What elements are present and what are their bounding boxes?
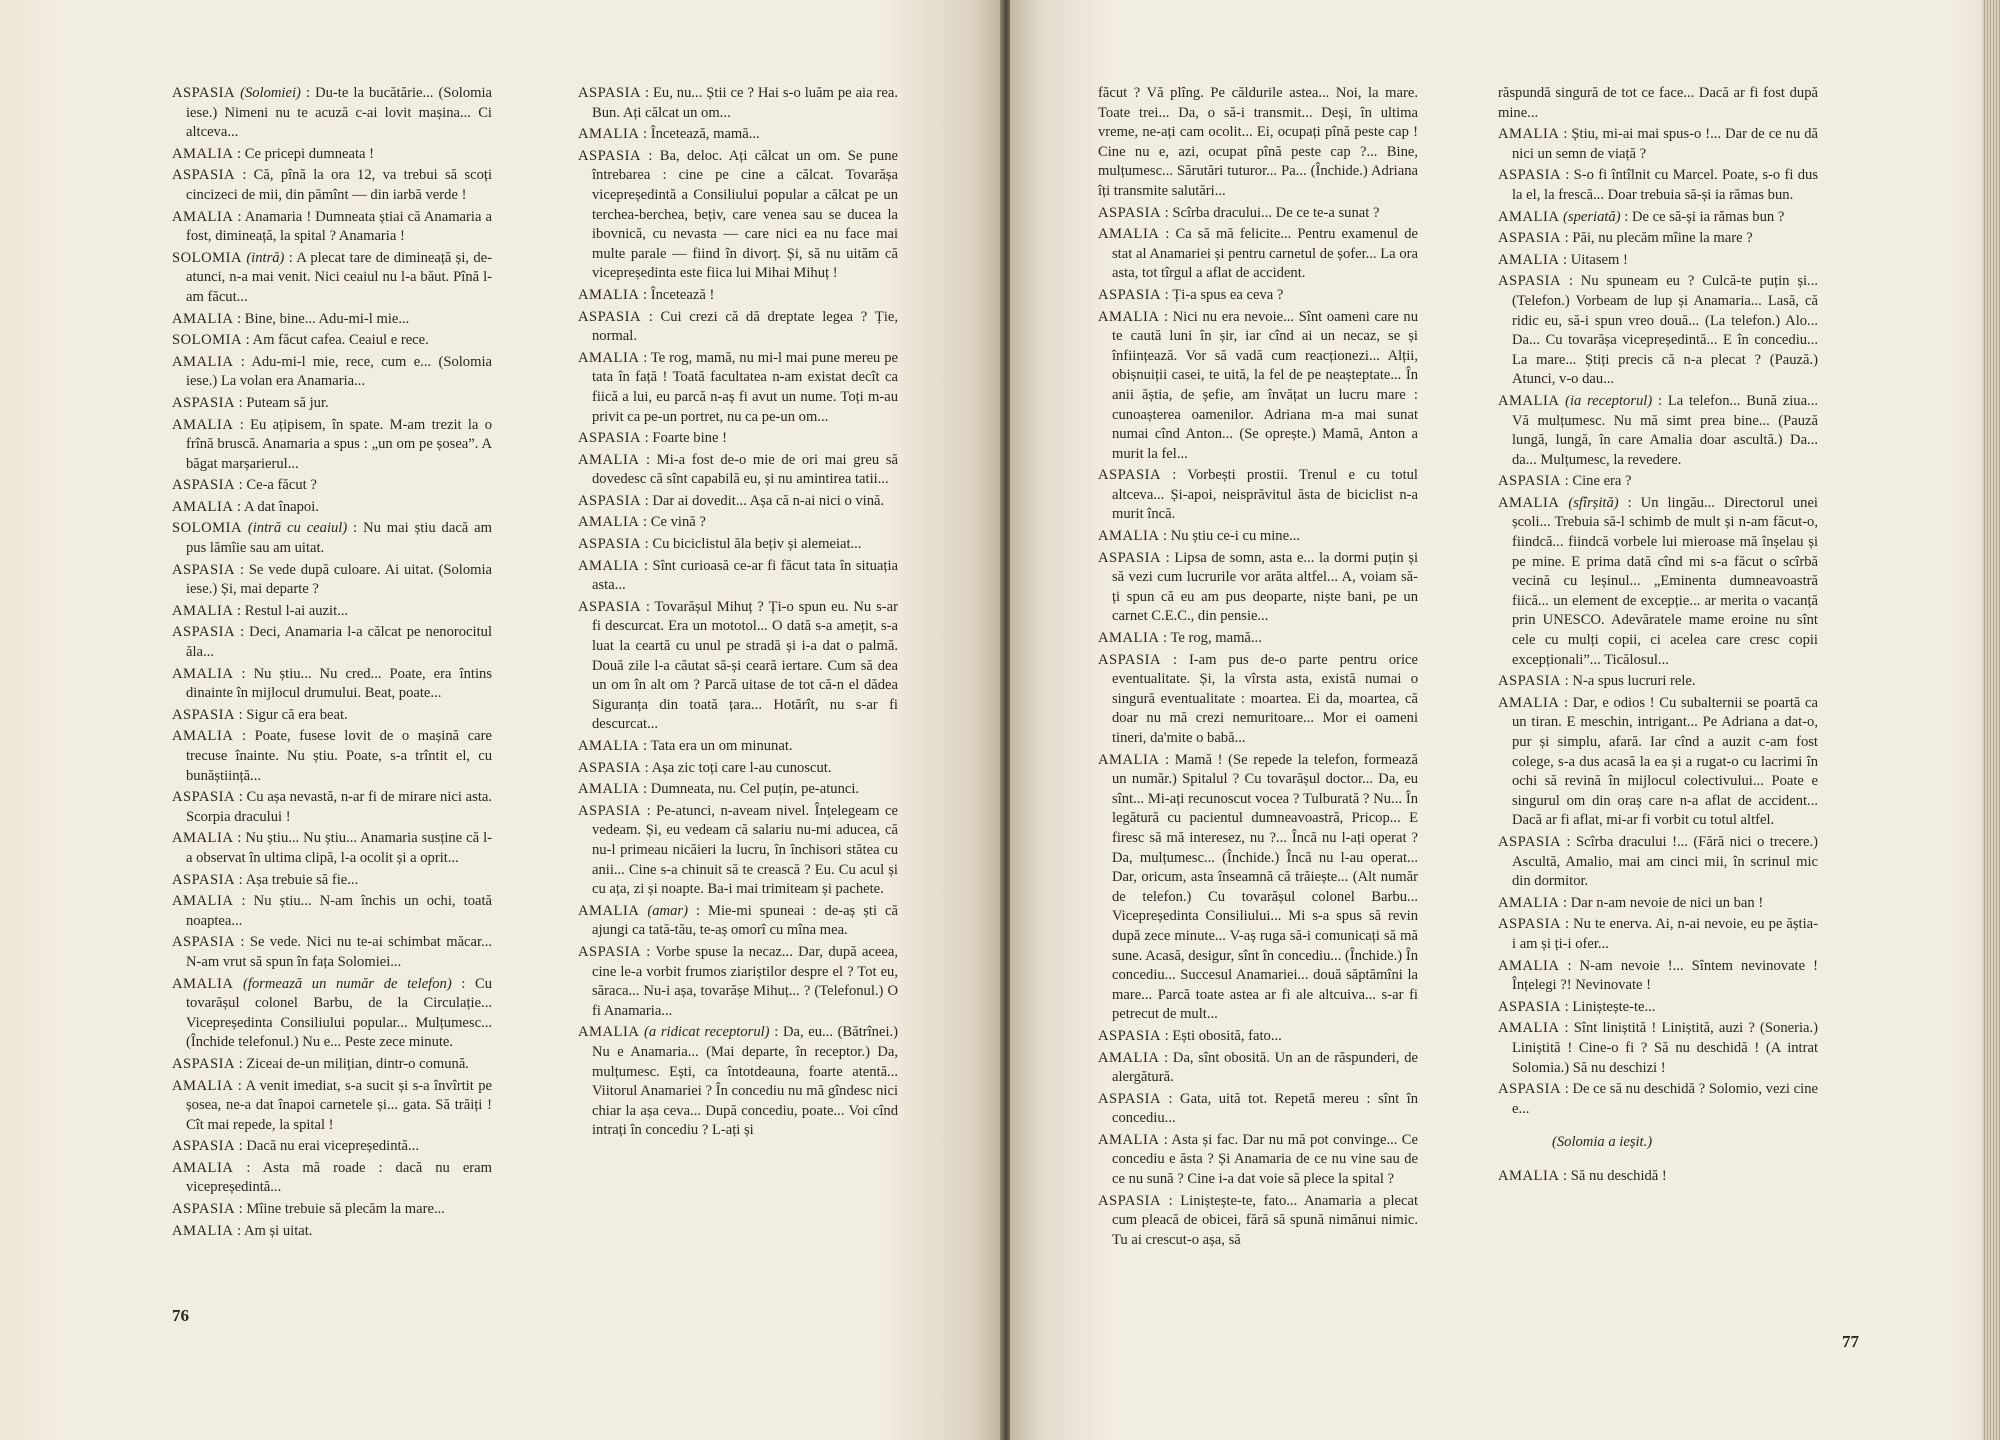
dialogue-text: N-am nevoie !... Sîntem nevinovate ! Înțelegi ?! Nevinovate ! — [1512, 957, 1818, 994]
speaker-name: ASPASIA — [1098, 467, 1161, 484]
dialogue-text: Bine, bine... Adu-mi-l mie... — [244, 310, 410, 327]
speaker-name: AMALIA — [1498, 894, 1560, 911]
speaker-name: ASPASIA — [172, 1138, 235, 1155]
dialogue-line: AMALIA : Sînt liniștită ! Liniștită, auzi ? (Soneria.) Liniștită ! Cine-o fi ? Să nu deschidă ! (A intrat Solomia.) Să nu deschizi ! — [1498, 1020, 1818, 1076]
dialogue-line: ASPASIA (Solomiei) : Du-te la bucătărie... (Solomia iese.) Nimeni nu te acuză c-ai lovit mașina... Ci altceva... — [172, 85, 492, 141]
speaker-name: AMALIA — [1498, 1020, 1560, 1037]
speaker-name: AMALIA — [1498, 392, 1560, 409]
dialogue-text: Sînt curioasă ce-ar fi făcut tata în situația asta... — [592, 557, 898, 594]
dialogue-text: Ce-a făcut ? — [246, 477, 317, 494]
dialogue-text: Ce vină ? — [650, 514, 706, 531]
speaker-name: AMALIA — [1498, 1167, 1560, 1184]
dialogue-text: Am făcut cafea. Ceaiul e rece. — [252, 332, 429, 349]
dialogue-text: Ba, deloc. Ați călcat un om. Se pune întrebarea : cine pe cine a călcat. Tovarășa vicepreședintă a Consiliului popular a călcat pe un terchea-berchea, bețiv, care venea sau se ducea la ibovnică, cu nevasta — care nici ea nu face mai multe parale — fiind în divorț. Și, să nu uităm că vicepreședinta este fiica lui Mihai Mihuț ! — [592, 147, 899, 282]
dialogue-line: AMALIA : Adu-mi-l mie, rece, cum e... (Solomia iese.) La volan era Anamaria... — [172, 353, 492, 390]
speaker-name: AMALIA — [578, 514, 640, 531]
dialogue-line: ASPASIA : Că, pînă la ora 12, va trebui să scoți cincizeci de mii, din pămînt — din iarbă verde ! — [172, 167, 492, 203]
speaker-name: AMALIA — [172, 353, 234, 370]
dialogue-line: AMALIA (amar) : Mie-mi spuneai : de-aș ști că ajungi ca tată-tău, te-aș omorî cu mîna mea. — [578, 902, 898, 939]
speaker-name: SOLOMIA — [172, 520, 242, 537]
speaker-name: AMALIA — [172, 498, 234, 515]
right-page-column-2 — [1498, 84, 1818, 1188]
dialogue-line: SOLOMIA : Am făcut cafea. Ceaiul e rece. — [172, 332, 429, 349]
dialogue-line: AMALIA (sfîrșită) : Un lingău... Directorul unei școli... Trebuia să-l schimb de mult și n-am făcut-o, fiindcă... fiindcă vorbele lui mieroase mă înșelau și pe mine. E prima dată cînd mi s-a făcut o scîrbă vecină cu leșinul... „Eminenta dumneavoastră fiică... un element de excepție... ar merita o vacanță prin UNESCO. Adevăratele mame eroine nu sînt cele cu mulți copii, ci acelea care cresc copii excepționali”... Ticălosul... — [1498, 494, 1818, 668]
speaker-name: ASPASIA — [1098, 651, 1161, 668]
dialogue-line: ASPASIA : Dacă nu erai vicepreședintă... — [172, 1138, 419, 1155]
dialogue-text: Nu știu... Nu cred... Poate, era întins dinainte în mijlocul drumului. Beat, poate... — [186, 665, 492, 702]
speaker-name: ASPASIA — [172, 477, 235, 494]
dialogue-text: Liniștește-te... — [1572, 998, 1656, 1015]
dialogue-text: Nu spuneam eu ? Culcă-te puțin și... (Telefon.) Vorbeam de lup și Anamaria... Lasă, că ridic eu, să-i spun vreo două... (La telefon.) Alo... Da... Cu tovarășa vicepreședintă... E în concediu... La mare... Știți precis că n-a plecat ? (Pauză.) Atunci, v-o dau... — [1512, 273, 1819, 388]
speaker-name: ASPASIA — [578, 598, 641, 615]
speaker-name: AMALIA — [1098, 1049, 1160, 1066]
speaker-name: AMALIA — [1498, 694, 1560, 711]
dialogue-line: ASPASIA : Ești obosită, fato... — [1098, 1027, 1282, 1044]
dialogue-line: AMALIA (speriată) : De ce să-și ia rămas bun ? — [1498, 208, 1785, 225]
dialogue-line — [1538, 1133, 1818, 1153]
speaker-name: AMALIA — [578, 451, 640, 468]
speaker-name: ASPASIA — [578, 85, 641, 101]
dialogue-text: Mie-mi spuneai : de-aș ști că ajungi ca tată-tău, te-aș omorî cu mîna mea. — [592, 902, 898, 939]
dialogue-text: De ce să-și ia rămas bun ? — [1631, 208, 1785, 225]
dialogue-text: Dacă nu erai vicepreședintă... — [246, 1138, 419, 1155]
speaker-name: ASPASIA — [172, 85, 235, 101]
dialogue-text: Să nu deschidă ! — [1570, 1167, 1667, 1184]
speaker-name: ASPASIA — [578, 147, 641, 164]
dialogue-line: ASPASIA : Se vede. Nici nu te-ai schimbat măcar... N-am vrut să spun în fața Solomiei... — [172, 934, 493, 970]
dialogue-line: ASPASIA : Cui crezi că dă dreptate legea ? Ție, normal. — [578, 308, 899, 345]
speaker-name: AMALIA — [1498, 126, 1560, 143]
dialogue-text: Nu te enerva. Ai, n-ai nevoie, eu pe ăștia-i am și ți-i ofer... — [1512, 916, 1818, 952]
dialogue-text: Așa zic toți care l-au cunoscut. — [651, 759, 832, 776]
dialogue-text: Mi-a fost de-o mie de ori mai greu să dovedesc că sînt capabilă eu, și nu amintirea tatii... — [592, 451, 899, 488]
dialogue-text: A plecat tare de dimineață și, de-atunci, n-a mai venit. Nici ceaiul nu l-a băut. Pînă l-am făcut... — [186, 249, 493, 305]
speaker-name: SOLOMIA — [172, 332, 242, 349]
left-page-column-2 — [578, 84, 898, 1143]
dialogue-line: ASPASIA : De ce să nu deschidă ? Solomio, vezi cine e... — [1498, 1081, 1818, 1117]
dialogue-line: AMALIA : Restul l-ai auzit... — [172, 602, 349, 619]
dialogue-text: Du-te la bucătărie... (Solomia iese.) Nimeni nu te acuză c-ai lovit mașina... Ci altceva... — [186, 85, 492, 141]
speaker-name: ASPASIA — [172, 561, 235, 578]
dialogue-text: Scîrba dracului... De ce te-a sunat ? — [1172, 204, 1380, 221]
dialogue-text: Ziceai de-un milițian, dintr-o comună. — [246, 1055, 469, 1072]
dialogue-text: Încetează ! — [650, 286, 715, 303]
dialogue-line: AMALIA : Dar, e odios ! Cu subalternii se poartă ca un tiran. E meschin, intrigant... Pe Adriana a dat-o, pur și simplu, afară. Iar cînd a auzit c-am fost colege, s-a dus acasă la ea și a rugat-o cu lacrimi în ochi să revină în mijlocul colectivului... Poate e singurul om din oraș care n-a aflat de accident... Dacă ar fi aflat, mi-ar fi vorbit cu totul altfel. — [1498, 694, 1818, 829]
dialogue-line: AMALIA : Poate, fusese lovit de o mașină care trecuse înainte. Nu știu. Poate, s-a trîntit el, cu bunăștiință... — [172, 728, 492, 784]
dialogue-line: ASPASIA : Cu așa nevastă, n-ar fi de mirare nici asta. Scorpia dracului ! — [172, 789, 493, 825]
dialogue-line: ASPASIA : Nu spuneam eu ? Culcă-te puțin și... (Telefon.) Vorbeam de lup și Anamaria... Lasă, că ridic eu, să-i spun vreo două... (La telefon.) Alo... Da... Cu tovarășa vicepreședintă... E în concediu... La mare... Știți precis că n-a plecat ? (Pauză.) Atunci, v-o dau... — [1498, 273, 1819, 388]
speaker-name: ASPASIA — [1098, 286, 1161, 303]
speaker-name: AMALIA — [578, 1024, 640, 1041]
dialogue-text: Puteam să jur. — [246, 394, 329, 411]
dialogue-line: AMALIA : Ce pricepi dumneata ! — [172, 145, 374, 162]
speaker-name: AMALIA — [578, 126, 640, 143]
dialogue-text: Mîine trebuie să plecăm la mare... — [246, 1201, 445, 1218]
right-page — [1010, 0, 2000, 1440]
dialogue-text: Ce pricepi dumneata ! — [244, 145, 374, 162]
dialogue-line: AMALIA : Mamă ! (Se repede la telefon, formează un număr.) Spitalul ? Cu tovarășul doctor... Da, eu sînt... Mi-ați recunoscut vocea ? Tulburată ? Nu... În legătură cu pacientul dumneavoastră, Pricop... E firesc să mă interesez, nu ?... Încă nu l-ați operat ? Da, mulțumesc... (Închide.) Încă nu l-au operat... Dar, oricum, asta înseamnă că trăiește... (Alt număr de telefon.) Cu tovarășul colonel Barbu... Vicepreședinta Consiliului... Mi s-a spus să revin după zece minute... V-aș ruga să-i comunicați să mă sune. Acasă, desigur, sînt în concediu... (Închide.) În concediu... Succesul Anamariei... două săptămîni la mare... Parcă toate astea ar fi ale altcuiva... s-ar fi petrecut de mult... — [1098, 751, 1418, 1023]
dialogue-text: răspundă singură de tot ce face... Dacă ar fi fost după mine... — [1498, 85, 1818, 121]
dialogue-line: AMALIA : Anamaria ! Dumneata știai că Anamaria a fost, dimineață, la spital ? Anamaria ! — [172, 208, 492, 245]
dialogue-line: AMALIA : Nu știu... N-am închis un ochi, toată noaptea... — [172, 893, 492, 929]
dialogue-line: AMALIA : Ca să mă felicite... Pentru examenul de stat al Anamariei și pentru carnetul de șofer... La ora asta, tot tîrgul a aflat de accident. — [1098, 226, 1418, 282]
dialogue-line: ASPASIA : Puteam să jur. — [172, 394, 329, 411]
dialogue-text: Vorbe spuse la necaz... Dar, după aceea, cine le-a vorbit frumos ziariștilor despre el ? Tot eu, săraca... Nu-i așa, tovarășe Mihuț... ? (Telefonul.) O fi Anamaria... — [592, 943, 898, 1019]
speaker-name: ASPASIA — [578, 492, 641, 509]
speaker-name: ASPASIA — [1498, 473, 1561, 490]
dialogue-line: ASPASIA : Sigur că era beat. — [172, 706, 348, 723]
dialogue-line: ASPASIA : Ți-a spus ea ceva ? — [1098, 286, 1284, 303]
stage-direction: (intră cu ceaiul) — [247, 520, 348, 537]
stage-direction: (intră) — [246, 249, 285, 266]
speaker-name: AMALIA — [172, 1077, 234, 1094]
dialogue-text: Cui crezi că dă dreptate legea ? Ție, normal. — [592, 308, 899, 345]
speaker-name: AMALIA — [172, 416, 234, 433]
dialogue-text: Dumneata, nu. Cel puțin, pe-atunci. — [650, 781, 860, 798]
dialogue-text: Asta mă roade : dacă nu eram vicepreședintă... — [186, 1159, 492, 1196]
dialogue-text: Uitasem ! — [1570, 251, 1628, 268]
dialogue-text: Dar, e odios ! Cu subalternii se poartă ca un tiran. E meschin, intrigant... Pe Adriana a dat-o, pur și simplu, afară. Iar cînd a auzit c-am fost colege, s-a dus acasă la ea și a rugat-o cu lacrimi în ochi să revină în mijlocul colectivului... Poate e singurul om din oraș care n-a aflat de accident... Dacă ar fi aflat, mi-ar fi vorbit cu totul altfel. — [1512, 694, 1818, 829]
dialogue-text: Eu ațipisem, în spate. M-am trezit la o frînă bruscă. Anamaria a spus : „un om pe șosea”. A băgat marșarierul... — [186, 416, 492, 472]
speaker-name: ASPASIA — [1498, 998, 1561, 1015]
speaker-name: AMALIA — [172, 728, 234, 745]
dialogue-line: ASPASIA : Deci, Anamaria l-a călcat pe nenorocitul ăla... — [172, 624, 492, 661]
speaker-name: ASPASIA — [1498, 230, 1561, 247]
dialogue-line: ASPASIA : Păi, nu plecăm mîine la mare ? — [1498, 230, 1753, 247]
dialogue-text: Eu, nu... Știi ce ? Hai s-o luăm pe aia rea. Bun. Ați călcat un om... — [592, 85, 899, 121]
stage-direction: (speriată) — [1563, 208, 1621, 225]
stage-direction: (a ridicat receptorul) — [644, 1024, 770, 1041]
dialogue-line: AMALIA : A venit imediat, s-a sucit și s-a învîrtit pe șosea, ne-a dat înapoi carnetele și... gata. Să trăiți ! Cît mai repede, la spital ! — [172, 1077, 492, 1133]
speaker-name: AMALIA — [1098, 751, 1160, 768]
dialogue-text: Poate, fusese lovit de o mașină care trecuse înainte. Nu știu. Poate, s-a trîntit el, cu bunăștiință... — [186, 728, 492, 784]
dialogue-text: Nu știu... Nu știu... Anamaria susține că l-a observat în ultima clipă, l-a ocolit și a oprit... — [186, 830, 492, 866]
dialogue-line: AMALIA : Ce vină ? — [578, 514, 706, 531]
dialogue-text: Tata era un om minunat. — [650, 738, 793, 754]
speaker-name: ASPASIA — [172, 167, 235, 184]
dialogue-line: AMALIA : Tata era un om minunat. — [578, 738, 793, 754]
dialogue-text: Cu tovarășul colonel Barbu, de la Circulație... Vicepreședinta Consiliului popular... Mulțumesc... (Închide telefonul.) Nu e... Peste zece minute. — [186, 975, 493, 1051]
dialogue-line: ASPASIA : Se vede după culoare. Ai uitat. (Solomia iese.) Și, mai departe ? — [172, 561, 493, 598]
speaker-name: ASPASIA — [172, 1055, 235, 1072]
dialogue-text: Te rog, mamă... — [1170, 630, 1262, 647]
speaker-name: ASPASIA — [1498, 273, 1561, 290]
dialogue-text: Am și uitat. — [243, 1222, 313, 1239]
speaker-name: AMALIA — [172, 602, 234, 619]
dialogue-text: Așa trebuie să fie... — [245, 871, 359, 888]
dialogue-line: AMALIA : Încetează ! — [578, 286, 715, 303]
dialogue-line: ASPASIA : Lipsa de somn, asta e... la dormi puțin și să vezi cum lucrurile vor arăta altfel... A, voiam să-ți spun că eu am pus deoparte, niște bani, pe un carnet C.E.C., din pensie... — [1098, 549, 1418, 625]
right-page-column-1 — [1098, 84, 1418, 1252]
dialogue-text: Nici nu era nevoie... Sînt oameni care nu te caută luni în șir, iar cînd ai un necaz, se și înființează. Vor să vadă cum reacționezi... Alții, obișnuiții casei, te uită, la fel de pe neașteptate... În anii ăștia, de șefie, am învățat un lucru mare : cunoașterea oamenilor. Adriana m-a mai sunat numai cînd Anton... (Se oprește.) Mamă, Anton a murit la fel... — [1112, 308, 1418, 462]
dialogue-text: Se vede. Nici nu te-ai schimbat măcar... N-am vrut să spun în fața Solomiei... — [186, 934, 493, 970]
speaker-name: AMALIA — [172, 310, 234, 327]
dialogue-line: ASPASIA : Cu biciclistul ăla bețiv și alemeiat... — [578, 536, 862, 553]
page-number-left: 76 — [172, 1306, 189, 1325]
speaker-name: ASPASIA — [1498, 673, 1561, 690]
speaker-name: AMALIA — [172, 1159, 234, 1176]
dialogue-line: AMALIA : A dat înapoi. — [172, 498, 319, 515]
dialogue-text: Deci, Anamaria l-a călcat pe nenorocitul ăla... — [186, 624, 492, 661]
stage-direction: (Solomia a ieșit.) — [1552, 1134, 1653, 1151]
speaker-name: AMALIA — [1498, 208, 1560, 225]
dialogue-line: AMALIA : Mi-a fost de-o mie de ori mai greu să dovedesc că sînt capabilă eu, și nu amintirea tatii... — [578, 451, 899, 488]
dialogue-text: Mamă ! (Se repede la telefon, formează un număr.) Spitalul ? Cu tovarășul doctor... Da, eu sînt... Mi-ați recunoscut vocea ? Tulburată ? Nu... În legătură cu pacientul dumneavoastră, Pricop... E firesc să mă interesez, nu ?... Încă nu l-ați operat ? Da, mulțumesc... (Închide.) Încă nu l-au operat... Dar, oricum, asta înseamnă că trăiește... (Alt număr de telefon.) Cu tovarășul colonel Barbu... Vicepreședinta Consiliului... Mi s-a spus să revin după zece minute... V-aș ruga să-i comunicați să mă sune. Acasă, desigur, sînt în concediu... (Închide.) În concediu... Succesul Anamariei... două săptămîni la mare... Parcă toate astea ar fi ale altcuiva... s-ar fi petrecut de mult... — [1112, 751, 1418, 1023]
dialogue-line: AMALIA : Nu știu ce-i cu mine... — [1098, 528, 1301, 545]
speaker-name: ASPASIA — [172, 934, 235, 951]
dialogue-text: Încetează, mamă... — [650, 126, 760, 143]
dialogue-line: ASPASIA : Vorbești prostii. Trenul e cu totul altceva... Și-apoi, neisprăvitul ăsta de biciclist n-a murit încă. — [1098, 467, 1418, 523]
dialogue-text: Cu așa nevastă, n-ar fi de mirare nici asta. Scorpia dracului ! — [186, 789, 493, 825]
speaker-name: ASPASIA — [578, 943, 641, 960]
dialogue-line: AMALIA (ia receptorul) : La telefon... Bună ziua... Vă mulțumesc. Nu mă simt prea bine... (Pauză lungă, lungă, în care Amalia doar ascultă.) Da... da... Mulțumesc, la revedere. — [1498, 392, 1819, 468]
page-edges — [1982, 0, 2000, 1440]
speaker-name: AMALIA — [578, 902, 640, 919]
left-page-column-1 — [172, 84, 492, 1243]
dialogue-line: ASPASIA : Liniștește-te... — [1498, 998, 1656, 1015]
dialogue-line: AMALIA : Sînt curioasă ce-ar fi făcut tata în situația asta... — [578, 557, 898, 594]
dialogue-line: ASPASIA : Pe-atunci, n-aveam nivel. Înțelegeam ce vedeam. Și, eu vedeam că salariu nu-mi aducea, că nu-l primeau nicăieri la lucru, în închisori stătea cu anii... Cine s-a chinuit să te crească ? Eu. Cu acul și cu ața, zi și noapte. Ba-i mai trimiteam și pachete. — [578, 802, 898, 898]
dialogue-text: A venit imediat, s-a sucit și s-a învîrtit pe șosea, ne-a dat înapoi carnetele și... gata. Să trăiți ! Cît mai repede, la spital ! — [186, 1077, 492, 1133]
dialogue-text: Lipsa de somn, asta e... la dormi puțin și să vezi cum lucrurile vor arăta altfel... A, voiam să-ți spun că eu am pus deoparte, niște bani, pe un carnet C.E.C., din pensie... — [1112, 549, 1418, 625]
dialogue-line: AMALIA : Nu știu... Nu cred... Poate, era întins dinainte în mijlocul drumului. Beat, poate... — [172, 665, 492, 702]
speaker-name: SOLOMIA — [172, 249, 242, 266]
dialogue-line: AMALIA : Nici nu era nevoie... Sînt oameni care nu te caută luni în șir, iar cînd ai un necaz, se și înființează. Vor să vadă cum reacționezi... Alții, obișnuiții casei, te uită, la fel de pe neașteptate... În anii ăștia, de șefie, am învățat un lucru mare : cunoașterea oamenilor. Adriana m-a mai sunat numai cînd Anton... (Se oprește.) Mamă, Anton a murit la fel... — [1098, 308, 1418, 462]
speaker-name: AMALIA — [172, 145, 234, 162]
speaker-name: ASPASIA — [1498, 1081, 1561, 1098]
dialogue-text: La telefon... Bună ziua... Vă mulțumesc. Nu mă simt prea bine... (Pauză lungă, lungă, în care Amalia doar ascultă.) Da... da... Mulțumesc, la revedere. — [1512, 392, 1819, 468]
dialogue-line: ASPASIA : Dar ai dovedit... Așa că n-ai nici o vină. — [578, 492, 885, 509]
dialogue-line: AMALIA : Asta și fac. Dar nu mă pot convinge... Ce concediu e ăsta ? Și Anamaria de ce nu vine sau de ce nu sună ? Cine i-a dat voie să plece la spital ? — [1098, 1131, 1419, 1188]
dialogue-text: Liniștește-te, fato... Anamaria a plecat cum pleacă de obicei, fără să spună nimănui nimic. Tu ai crescut-o așa, să — [1112, 1192, 1418, 1248]
stage-direction: (ia receptorul) — [1565, 392, 1653, 409]
dialogue-line: ASPASIA : Ziceai de-un milițian, dintr-o comună. — [172, 1055, 469, 1072]
dialogue-line: ASPASIA : Așa trebuie să fie... — [172, 871, 359, 888]
dialogue-text: Pe-atunci, n-aveam nivel. Înțelegeam ce vedeam. Și, eu vedeam că salariu nu-mi aducea, că nu-l primeau nicăieri la lucru, în închisori stătea cu anii... Cine s-a chinuit să te crească ? Eu. Cu acul și cu ața, zi și noapte. Ba-i mai trimiteam și pachete. — [592, 802, 898, 898]
dialogue-text: Dar n-am nevoie de nici un ban ! — [1570, 894, 1764, 911]
speaker-name: ASPASIA — [578, 430, 641, 447]
dialogue-text: Vorbești prostii. Trenul e cu totul altceva... Și-apoi, neisprăvitul ăsta de biciclist n-a murit încă. — [1112, 467, 1418, 523]
speaker-name: ASPASIA — [1098, 1027, 1161, 1044]
speaker-name: ASPASIA — [578, 308, 641, 325]
dialogue-text: Gata, uită tot. Repetă mereu : sînt în concediu... — [1112, 1090, 1418, 1127]
speaker-name: AMALIA — [1498, 251, 1560, 268]
dialogue-line — [1098, 84, 1418, 202]
speaker-name: AMALIA — [172, 665, 234, 682]
speaker-name: ASPASIA — [1498, 833, 1561, 850]
dialogue-text: Da, eu... (Bătrînei.) Nu e Anamaria... (Mai departe, în receptor.) Da, mulțumesc. Ești, ca întotdeauna, foarte atentă... Viitorul Anamariei ? În concediu nu mă gîndesc nici chiar la așa ceva... După concediu, poate... Voi cînd intrați în concediu ? L-ați și — [592, 1024, 899, 1139]
dialogue-line: ASPASIA : N-a spus lucruri rele. — [1498, 673, 1696, 690]
dialogue-line: AMALIA : Asta mă roade : dacă nu eram vicepreședintă... — [172, 1159, 492, 1196]
speaker-name: AMALIA — [578, 286, 640, 303]
speaker-name: ASPASIA — [172, 789, 235, 806]
dialogue-line: ASPASIA : Gata, uită tot. Repetă mereu : sînt în concediu... — [1098, 1090, 1418, 1127]
stage-direction: (formează un număr de telefon) — [243, 975, 452, 992]
dialogue-text: Foarte bine ! — [652, 430, 727, 447]
speaker-name: AMALIA — [172, 893, 234, 910]
dialogue-line: ASPASIA : Vorbe spuse la necaz... Dar, după aceea, cine le-a vorbit frumos ziariștilor despre el ? Tot eu, săraca... Nu-i așa, tovarășe Mihuț... ? (Telefonul.) O fi Anamaria... — [578, 943, 898, 1019]
dialogue-line: AMALIA : Bine, bine... Adu-mi-l mie... — [172, 310, 410, 327]
dialogue-line: AMALIA : Uitasem ! — [1498, 251, 1628, 268]
dialogue-line: ASPASIA : Cine era ? — [1498, 473, 1632, 490]
dialogue-line: AMALIA : Să nu deschidă ! — [1498, 1167, 1667, 1184]
dialogue-text: A dat înapoi. — [243, 498, 319, 515]
dialogue-line: AMALIA (formează un număr de telefon) : Cu tovarășul colonel Barbu, de la Circulație... Vicepreședinta Consiliului popular... Mulțumesc... (Închide telefonul.) Nu e... Peste zece minute. — [172, 975, 493, 1051]
dialogue-text: Anamaria ! Dumneata știai că Anamaria a fost, dimineață, la spital ? Anamaria ! — [186, 208, 492, 245]
dialogue-text: N-a spus lucruri rele. — [1572, 673, 1696, 690]
dialogue-line: AMALIA : Nu știu... Nu știu... Anamaria susține că l-a observat în ultima clipă, l-a ocolit și a oprit... — [172, 830, 492, 866]
speaker-name: ASPASIA — [172, 706, 235, 723]
speaker-name: AMALIA — [172, 830, 234, 847]
dialogue-text: Nu mai știu dacă am pus lămîie sau am uitat. — [186, 520, 493, 557]
dialogue-line: AMALIA : Dumneata, nu. Cel puțin, pe-atunci. — [578, 781, 860, 798]
speaker-name: AMALIA — [1098, 528, 1160, 545]
dialogue-line: ASPASIA : Mîine trebuie să plecăm la mare... — [172, 1201, 445, 1218]
dialogue-text: Restul l-ai auzit... — [244, 602, 349, 619]
dialogue-text: Știu, mi-ai mai spus-o !... Dar de ce nu dă nici un semn de viață ? — [1512, 126, 1818, 162]
dialogue-text: Tovarășul Mihuț ? Ți-o spun eu. Nu s-ar fi descurcat. Era un mototol... O dată s-a amețit, s-a luat la ceartă cu unul pe stradă și i-a dat o palmă. Două zile l-a căutat să-și ceară iertare. Cum să dea un om în alt om ? Parcă uitase de tot că-n el dădea Siguranța din toată țara... Hotărît, nu s-ar fi descurcat... — [592, 598, 898, 733]
page-number-right: 77 — [1842, 1332, 1859, 1351]
dialogue-line: ASPASIA : Scîrba dracului... De ce te-a sunat ? — [1098, 204, 1380, 221]
dialogue-text: Că, pînă la ora 12, va trebui să scoți cincizeci de mii, din pămînt — din iarbă verde ! — [186, 167, 492, 203]
stage-direction: (sfîrșită) — [1568, 494, 1619, 511]
speaker-name: AMALIA — [578, 349, 640, 366]
speaker-name: AMALIA — [578, 781, 640, 798]
dialogue-line: SOLOMIA (intră) : A plecat tare de dimineață și, de-atunci, n-a mai venit. Nici ceaiul nu l-a băut. Pînă l-am făcut... — [172, 249, 493, 305]
speaker-name: ASPASIA — [172, 871, 235, 888]
dialogue-text: De ce să nu deschidă ? Solomio, vezi cine e... — [1512, 1081, 1818, 1117]
speaker-name: AMALIA — [1098, 226, 1160, 243]
dialogue-line: AMALIA : N-am nevoie !... Sîntem nevinovate ! Înțelegi ?! Nevinovate ! — [1498, 957, 1818, 994]
dialogue-line: AMALIA : Eu ațipisem, în spate. M-am trezit la o frînă bruscă. Anamaria a spus : „un om pe șosea”. A băgat marșarierul... — [172, 416, 492, 472]
speaker-name: AMALIA — [578, 557, 640, 574]
dialogue-line: ASPASIA : Ce-a făcut ? — [172, 477, 317, 494]
speaker-name: ASPASIA — [1098, 549, 1161, 566]
speaker-name: ASPASIA — [172, 1201, 235, 1218]
dialogue-line: ASPASIA : Scîrba dracului !... (Fără nici o trecere.) Ascultă, Amalio, mai am cinci mii, în scrinul mic din dormitor. — [1498, 833, 1818, 890]
speaker-name: ASPASIA — [578, 802, 641, 819]
dialogue-line: ASPASIA : Tovarășul Mihuț ? Ți-o spun eu. Nu s-ar fi descurcat. Era un mototol... O dată s-a amețit, s-a luat la ceartă cu unul pe stradă și i-a dat o palmă. Două zile l-a căutat să-și ceară iertare. Cum să dea un om în alt om ? Parcă uitase de tot că-n el dădea Siguranța din toată țara... Hotărît, nu s-ar fi descurcat... — [578, 598, 898, 733]
dialogue-text: Un lingău... Directorul unei școli... Trebuia să-l schimb de mult și n-am făcut-o, fiindcă... fiindcă vorbele lui mieroase mă înșelau și pe mine. E prima dată cînd mi s-a făcut o scîrbă vecină cu leșinul... „Eminenta dumneavoastră fiică... un element de excepție... ar merita o vacanță prin UNESCO. Adevăratele mame eroine nu sînt cele cu mulți copii, ci acelea care cresc copii excepționali”... Ticălosul... — [1512, 494, 1818, 668]
speaker-name: ASPASIA — [1098, 204, 1161, 221]
speaker-name: AMALIA — [172, 975, 234, 992]
dialogue-text: Se vede după culoare. Ai uitat. (Solomia iese.) Și, mai departe ? — [186, 561, 493, 598]
dialogue-line: AMALIA : Am și uitat. — [172, 1222, 313, 1239]
dialogue-text: Păi, nu plecăm mîine la mare ? — [1572, 230, 1753, 247]
speaker-name: ASPASIA — [578, 536, 641, 553]
dialogue-text: S-o fi întîlnit cu Marcel. Poate, s-o fi dus la el, la frescă... Doar trebuia să-și ia rămas bun. — [1512, 167, 1819, 203]
dialogue-line: ASPASIA : Foarte bine ! — [578, 430, 727, 447]
dialogue-text: Ți-a spus ea ceva ? — [1172, 286, 1284, 303]
dialogue-line: ASPASIA : I-am pus de-o parte pentru orice eventualitate. Și, la vîrsta asta, există numai o singură eventualitate : moartea. Ei da, moartea, că doar nu mă crezi nemuritoare... Mor ei oameni tineri, da'mite o babă... — [1098, 651, 1418, 746]
dialogue-line: AMALIA : Încetează, mamă... — [578, 126, 760, 143]
speaker-name: AMALIA — [1098, 630, 1160, 647]
speaker-name: ASPASIA — [1098, 1192, 1161, 1209]
dialogue-text: Scîrba dracului !... (Fără nici o trecere.) Ascultă, Amalio, mai am cinci mii, în scrinul mic din dormitor. — [1512, 833, 1818, 890]
dialogue-line: AMALIA : Da, sînt obosită. Un an de răspunderi, de alergătură. — [1098, 1049, 1418, 1086]
stage-direction: (amar) — [647, 902, 688, 919]
stage-direction: (Solomiei) — [240, 85, 301, 101]
speaker-name: ASPASIA — [172, 624, 235, 641]
dialogue-line: ASPASIA : Eu, nu... Știi ce ? Hai s-o luăm pe aia rea. Bun. Ați călcat un om... — [578, 85, 899, 121]
speaker-name: ASPASIA — [578, 759, 641, 776]
speaker-name: AMALIA — [1098, 308, 1160, 325]
dialogue-line: AMALIA : Te rog, mamă, nu mi-l mai pune mereu pe tata în față ! Toată facultatea n-am existat decît ca fiică a lui, eu parcă n-aș fi avut un nume. Toți m-au privit ca pe-un portret, nu ca pe-un om... — [578, 349, 898, 425]
speaker-name: AMALIA — [172, 1222, 234, 1239]
dialogue-line: AMALIA (a ridicat receptorul) : Da, eu... (Bătrînei.) Nu e Anamaria... (Mai departe, în receptor.) Da, mulțumesc. Ești, ca întotdeauna, foarte atentă... Viitorul Anamariei ? În concediu nu mă gîndesc nici chiar la așa ceva... După concediu, poate... Voi cînd intrați în concediu ? L-ați și — [578, 1024, 899, 1139]
dialogue-line: AMALIA : Știu, mi-ai mai spus-o !... Dar de ce nu dă nici un semn de viață ? — [1498, 126, 1818, 162]
dialogue-text: Cu biciclistul ăla bețiv și alemeiat... — [652, 536, 862, 553]
speaker-name: AMALIA — [1498, 957, 1560, 974]
speaker-name: AMALIA — [1098, 1131, 1160, 1148]
dialogue-text: Ca să mă felicite... Pentru examenul de stat al Anamariei și pentru carnetul de șofer... La ora asta, tot tîrgul a aflat de accident. — [1112, 226, 1418, 282]
speaker-name: ASPASIA — [1498, 167, 1561, 184]
dialogue-line: ASPASIA : Ba, deloc. Ați călcat un om. Se pune întrebarea : cine pe cine a călcat. Tovarășa vicepreședintă a Consiliului popular a călcat pe un terchea-berchea, bețiv, care venea sau se ducea la ibovnică, cu nevasta — care nici ea nu face mai multe parale — fiind în divorț. Și, să nu uităm că vicepreședinta este fiica lui Mihai Mihuț ! — [578, 147, 899, 282]
speaker-name: ASPASIA — [1098, 1090, 1161, 1107]
dialogue-text: Te rog, mamă, nu mi-l mai pune mereu pe tata în față ! Toată facultatea n-am existat decît ca fiică a lui, eu parcă n-aș fi avut un nume. Toți m-au privit ca pe-un portret, nu ca pe-un om... — [592, 349, 898, 425]
speaker-name: AMALIA — [172, 208, 234, 225]
dialogue-text: Ești obosită, fato... — [1172, 1027, 1282, 1044]
speaker-name: AMALIA — [578, 738, 640, 754]
speaker-name: ASPASIA — [1498, 916, 1561, 933]
speaker-name: ASPASIA — [172, 394, 235, 411]
dialogue-text: Sigur că era beat. — [246, 706, 348, 723]
dialogue-line: AMALIA : Te rog, mamă... — [1098, 630, 1262, 647]
dialogue-text: Nu știu ce-i cu mine... — [1170, 528, 1301, 545]
dialogue-line: ASPASIA : Așa zic toți care l-au cunoscut. — [578, 759, 832, 776]
dialogue-line — [1498, 84, 1818, 123]
dialogue-text: Da, sînt obosită. Un an de răspunderi, de alergătură. — [1112, 1049, 1418, 1086]
dialogue-text: făcut ? Vă plîng. Pe căldurile astea... Noi, la mare. Toate trei... Da, o să-i transmit... Deși, în ultima vreme, ne-ați cam ocolit... Ei, ocupați pînă peste cap ! Cine nu e, azi, ocupat pînă peste cap ?... Bine, mulțumesc... Sărutări tuturor... Pa... (Închide.) Adriana îți transmite salutări... — [1098, 85, 1418, 199]
speaker-name: AMALIA — [1498, 494, 1560, 511]
dialogue-text: I-am pus de-o parte pentru orice eventualitate. Și, la vîrsta asta, există numai o singură eventualitate : moartea. Ei da, moartea, că doar nu mă crezi nemuritoare... Mor ei oameni tineri, da'mite o babă... — [1112, 651, 1418, 746]
dialogue-text: Cine era ? — [1572, 473, 1632, 490]
dialogue-text: Nu știu... N-am închis un ochi, toată noaptea... — [186, 893, 492, 929]
dialogue-text: Adu-mi-l mie, rece, cum e... (Solomia iese.) La volan era Anamaria... — [186, 353, 492, 390]
dialogue-line: ASPASIA : Nu te enerva. Ai, n-ai nevoie, eu pe ăștia-i am și ți-i ofer... — [1498, 916, 1818, 952]
dialogue-text: Asta și fac. Dar nu mă pot convinge... Ce concediu e ăsta ? Și Anamaria de ce nu vine sau de ce nu sună ? Cine i-a dat voie să plece la spital ? — [1112, 1131, 1419, 1188]
dialogue-line: AMALIA : Dar n-am nevoie de nici un ban ! — [1498, 894, 1764, 911]
dialogue-text: Sînt liniștită ! Liniștită, auzi ? (Soneria.) Liniștită ! Cine-o fi ? Să nu deschidă ! (A intrat Solomia.) Să nu deschizi ! — [1512, 1020, 1818, 1076]
dialogue-line: SOLOMIA (intră cu ceaiul) : Nu mai știu dacă am pus lămîie sau am uitat. — [172, 520, 493, 557]
dialogue-line: ASPASIA : Liniștește-te, fato... Anamaria a plecat cum pleacă de obicei, fără să spună nimănui nimic. Tu ai crescut-o așa, să — [1098, 1192, 1418, 1248]
dialogue-text: Dar ai dovedit... Așa că n-ai nici o vină. — [652, 492, 885, 509]
dialogue-line: ASPASIA : S-o fi întîlnit cu Marcel. Poate, s-o fi dus la el, la frescă... Doar trebuia să-și ia rămas bun. — [1498, 167, 1819, 203]
